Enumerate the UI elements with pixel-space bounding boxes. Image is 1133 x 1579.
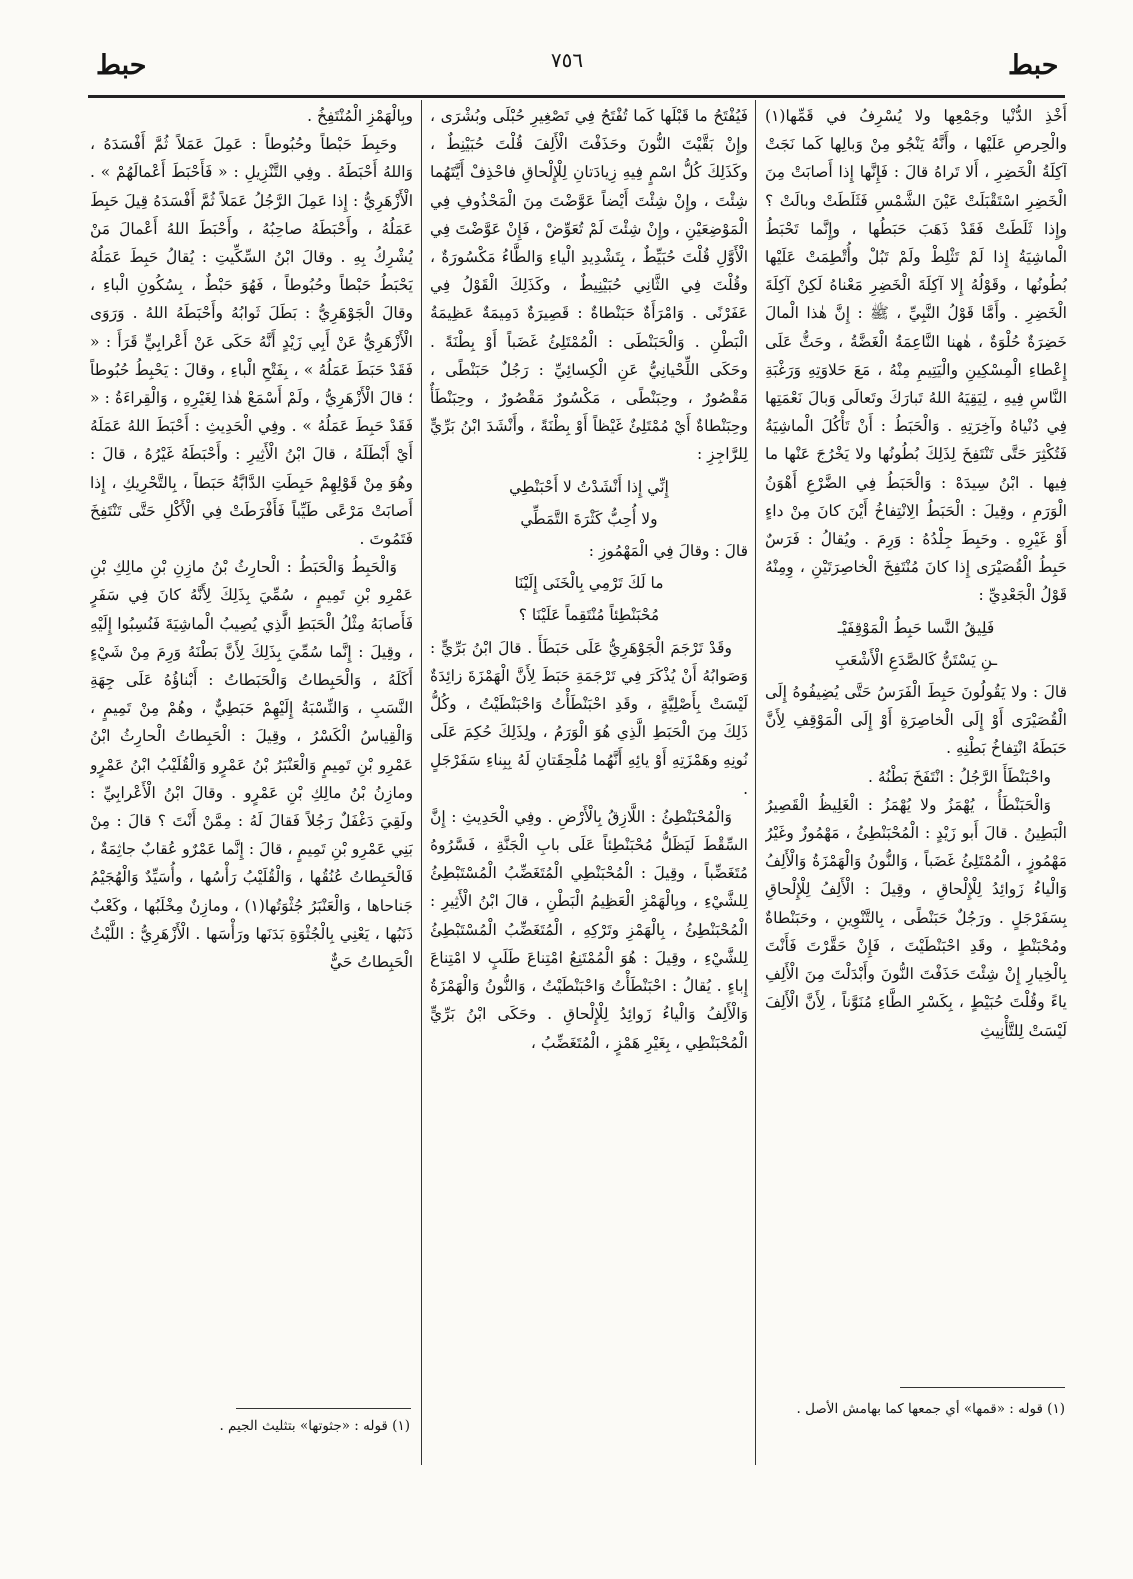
verse-line: ولا أُحِبُّ كَثْرَةَ التَّمَطِّي	[520, 509, 658, 528]
paragraph: وَالْمُحْبَنْطِئُ : اللَّازِقُ بِالْأَرْضِ . وفِي الْحَدِيثِ : إِنَّ السِّقْطَ لَيَظَلُّ مُحْبَنْطِئاً عَلَى بابِ الْجَنَّةِ ، فَسَّرُوهُ مُتَغَضِّباً ، وقِيلَ : الْمُحْبَنْطِي الْمُتَغَضِّبُ الْمُسْتَبْطِئُ لِلشَّيْءِ ، وبِالْهَمْزِ الْعَظِيمُ الْبَطْنِ ، قالَ ابْنُ الْأَثِيرِ : الْمُحْبَنْطِئُ ، بِالْهَمْزِ وتَرْكِهِ ، الْمُتَغَضِّبُ الْمُسْتَبْطِئُ لِلشَّيْءِ ، وقِيلَ : هُوَ الْمُمْتَنِعُ امْتِناعَ طَلَبٍ لا امْتِناعَ إِباءٍ . يُقالُ : احْبَنْطَأْتُ وَاحْبَنْطَيْتُ ، وَالنُّونُ وَالْهَمْزَةُ وَالْأَلِفُ وَالْياءُ زَوائِدُ لِلْإِلْحاقِ . وحَكَى ابْنُ بَرِّيٍّ الْمُحْبَنْطِي ، بِغَيْرِ هَمْزٍ ، الْمُتَغَضِّبُ ،	[430, 807, 748, 1052]
footnote-rule-left	[236, 1408, 411, 1409]
header-rule	[88, 95, 1065, 98]
column-divider-left	[421, 100, 422, 1465]
paragraph: وقَدْ تَرْجَمَ الْجَوْهَرِيُّ عَلَى حَبَطَأَ . قالَ ابْنُ بَرِّيٍّ : وَصَوابُهُ أَنْ يُذْكَرَ فِي تَرْجَمَةِ حَبَطَ لِأَنَّ الْهَمْزَةَ زائِدَةٌ لَيْسَتْ بِأَصْلِيَّةٍ ، وقَدِ احْبَنْطَأْتُ وَاحْبَنْطَيْتُ ، وكُلُّ ذَلِكَ مِنَ الْحَبَطِ الَّذِي هُوَ الْوَرَمُ ، ولِذَلِكَ حُكِمَ عَلَى نُونِهِ وهَمْزَتِهِ أَوْ يائِهِ أَنَّهُما مُلْحِقَتانِ لَهُ بِبِناءِ سَفَرْجَلٍ .	[430, 638, 748, 798]
running-head-left: حبط	[96, 50, 147, 81]
paragraph: واحْبَنْطَأَ الرَّجُلُ : انْتَفَخَ بَطْنُهُ .	[867, 767, 1051, 786]
page-number: ٧٥٦	[550, 48, 584, 72]
paragraph: قالَ : وقالَ فِي الْمَهْمُوزِ :	[588, 542, 748, 561]
footnote-right: (١) قوله : «قمها» أي جمعها كما بهامش الأصل .	[796, 1401, 1065, 1417]
column-left	[90, 102, 413, 1402]
paragraph: وبِالْهَمْزِ الْمُنْتَفِخُ .	[307, 107, 413, 125]
footnote-left: (١) قوله : «جثوتها» بتثليث الجيم .	[219, 1418, 410, 1434]
verse-line: ـنِ يَسْتَنُّ كَالصَّدَعِ الْأَشْعَبِ	[834, 650, 998, 669]
verse-line: ما لَكَ تَرْمِي بِالْخَنَى إِلَيْنَا	[514, 574, 664, 593]
running-head-right: حبط	[1008, 50, 1059, 81]
verse-line: مُحْبَنْطِئاً مُنْتَقِماً عَلَيْنَا ؟	[518, 606, 660, 625]
paragraph: وَالْحَبَنْطَأُ ، يُهْمَزُ ولا يُهْمَزُ : الْغَلِيظُ الْقَصِيرُ الْبَطِينُ . قالَ أَبو زَيْدٍ : الْمُحْبَنْطِئُ ، مَهْمُوزٌ وغَيْرُ مَهْمُوزٍ ، الْمُمْتَلِئُ غَضَباً ، وَالنُّونُ وَالْهَمْزَةُ وَالْأَلِفُ وَالْياءُ زَوائِدُ لِلْإِلْحاقِ ، وقِيلَ : الْأَلِفُ لِلْإِلْحاقِ بِسَفَرْجَلٍ . ورَجُلٌ حَبَنْطًى ، بِالتَّنْوِينِ ، وحَبَنْطاةٌ ومُحْبَنْطٍ ، وقَدِ احْبَنْطَيْتَ ، فَإِنْ حَقَّرْتَ فَأَنْتَ بِالْخِيارِ إِنْ شِئْتَ حَذَفْتَ النُّونَ وأَبْدَلْتَ مِنَ الْأَلِفِ ياءً وقُلْتَ حُبَيْطٍ ، بِكَسْرِ الطَّاءِ مُنَوَّناً ، لِأَنَّ الْأَلِفَ لَيْسَتْ لِلتَّأْنِيثِ	[765, 795, 1067, 1040]
column-divider-right	[755, 100, 756, 1465]
paragraph: وحَبِطَ حَبْطاً وحُبُوطاً : عَمِلَ عَمَلاً ثُمَّ أَفْسَدَهُ ، وَاللهُ أَحْبَطَهُ . وفِي التَّنْزِيلِ : « فَأَحْبَطَ أَعْمالَهُمْ » . الْأَزْهَرِيُّ : إِذا عَمِلَ الرَّجُلُ عَمَلاً ثُمَّ أَفْسَدَهُ قِيلَ حَبِطَ عَمَلُهُ ، وأَحْبَطَهُ صاحِبُهُ ، وأَحْبَطَ اللهُ أَعْمالَ مَنْ يُشْرِكُ بِهِ . وقالَ ابْنُ السِّكِّيتِ : يُقالُ حَبِطَ عَمَلُهُ يَحْبَطُ حَبْطاً وحُبُوطاً ، فَهُوَ حَبْطٌ ، بِسُكُونِ الْباءِ ، وقالَ الْجَوْهَرِيُّ : بَطَلَ ثَوابُهُ وأَحْبَطَهُ اللهُ . وَرَوَى الْأَزْهَرِيُّ عَنْ أَبِي زَيْدٍ أَنَّهُ حَكَى عَنْ أَعْرابِيٍّ قَرَأَ : « فَقَدْ حَبَطَ عَمَلُهُ » ، بِفَتْحِ الْباءِ ، وقالَ : يَحْبِطُ حُبُوطاً ؛ قالَ الْأَزْهَرِيُّ ، ولَمْ أَسْمَعْ هٰذا لِغَيْرِهِ ، وَالْقِراءَةُ : « فَقَدْ حَبِطَ عَمَلُهُ » . وفِي الْحَدِيثِ : أَحْبَطَ اللهُ عَمَلَهُ أَيْ أَبْطَلَهُ ، قالَ ابْنُ الْأَثِيرِ : وأَحْبَطَهُ غَيْرُهُ ، قالَ : وهُوَ مِنْ قَوْلِهِمْ حَبِطَتِ الدَّابَّةُ حَبَطاً ، بِالتَّحْرِيكِ ، إِذا أَصابَتْ مَرْعًى طَيِّباً فَأَفْرَطَتْ فِي الْأَكْلِ حَتَّى تَنْتَفِخَ فَتَمُوتَ .	[90, 135, 413, 549]
paragraph: أَخْذِ الدُّنْيا وجَمْعِها ولا يُسْرِفُ في قَمِّها(١) والْحِرصِ عَلَيْها ، وأَنَّهُ يَنْجُو مِنْ وَبالِها كَما نَجَتْ آكِلَةُ الْخَضِرِ ، أَلا تَراهُ قالَ : فَإِنَّها إِذا أَصابَتْ مِنَ الْخَضِرِ اسْتَقْبَلَتْ عَيْنَ الشَّمْسِ فَثَلَطَتْ وبالَتْ ؟ وإِذا ثَلَطَتْ فَقَدْ ذَهَبَ حَبَطُها ، وإِنَّما تَحْبَطُ الْماشِيَةُ إِذا لَمْ تَثْلِطْ ولَمْ تَبُلْ وأُتْطِمَتْ عَلَيْها بُطُونُها ، وقَوْلُهُ إِلا آكِلَةَ الْخَضِرِ مَعْناهُ لَكِنْ آكِلَةَ الْخَضِرِ . وأَمَّا قَوْلُ النَّبِيِّ ، ﷺ : إِنَّ هٰذا الْمالَ خَضِرَةٌ حُلْوَةٌ ، هٰهنا النَّاعِمَةُ الْغَضَّةُ ، وحَثُّ عَلَى إِعْطاءِ الْمِسْكِينِ والْيَتِيمِ مِنْهُ ، مَعَ حَلاوَتِهِ وَرَغْبَةِ النَّاسِ فِيهِ ، لِيَقِيَهُ اللهُ تَبارَكَ وتَعالَى وَبالَ نَعْمَتِها فِي دُنْياهُ وآخِرَتِهِ . وَالْحَبَطُ : أَنْ تَأْكُلَ الْماشِيَةُ فَتُكْثِرَ حَتَّى تَنْتَفِخَ لِذَلِكَ بُطُونُها ولا يَخْرُجَ عَنْها ما فِيها . ابْنُ سِيدَهْ : وَالْحَبَطُ فِي الضَّرْعِ أَهْوَنُ الْوَرَمِ ، وقِيلَ : الْحَبَطُ الِانْتِفاخُ أَيْنَ كانَ مِنْ داءٍ أَوْ غَيْرِهِ . وحَبِطَ جِلْدُهُ : وَرِمَ . ويُقالُ : فَرَسٌ حَبِطُ الْقُصَيْرَى إِذا كانَ مُنْتَفِخَ الْخاصِرَتَيْنِ ، وِمِنْهُ قَوْلُ الْجَعْدِيِّ :	[765, 107, 1067, 605]
verse-line: فَلِيقُ النَّسا حَبِطُ الْمَوْقِفَيْـ	[837, 618, 995, 637]
paragraph: فَيُفْتَحُ ما قَبْلَها كَما تُفْتَحُ فِي تَصْغِيرِ حُبْلَى وبُشْرَى ، وإِنْ بَقَّيْتَ النُّونَ وحَذَفْتَ الْأَلِفَ قُلْتَ حُبَيْنِطٌ ، وكَذَلِكَ كُلُّ اسْمٍ فِيهِ زِيادَتانِ لِلْإِلْحاقِ فاحْذِفْ أَيَّتَهُما شِئْتَ ، وإِنْ شِئْتَ أَيْضاً عَوَّضْتَ مِنَ الْمَحْذُوفِ فِي الْمَوْضِعَيْنِ ، وإِنْ شِئْتَ لَمْ تُعَوِّضْ ، فَإِنْ عَوَّضْتَ فِي الْأَوَّلِ قُلْتَ حُبَيِّطٌ ، بِتَشْدِيدِ الْياءِ وَالطَّاءُ مَكْسُورَةٌ ، وقُلْتَ فِي الثَّانِي حُبَيْنِيطٌ ، وكَذَلِكَ الْقَوْلُ فِي عَفَرْنًى . وَامْرَأَةٌ حَبَنْطاةٌ : قَصِيرَةٌ دَمِيمَةٌ عَظِيمَةُ الْبَطْنِ . وَالْحَبَنْطَى : الْمُمْتَلِئُ غَضَباً أَوْ بِطْنَةً . وحَكَى اللِّحْيانِيُّ عَنِ الْكِسائِيِّ : رَجُلٌ حَبَنْطًى ، مَقْصُورٌ ، وحِبَنْطًى ، مَكْسُورٌ مَقْصُورٌ ، وحِبَنْطَأٌ وحِبَنْطاةٌ أَيْ مُمْتَلِئٌ غَيْظاً أَوْ بِطْنَةً ، وأَنْشَدَ ابْنُ بَرِّيٍّ لِلرَّاجِزِ :	[430, 107, 748, 464]
paragraph: وَالْحَبِطُ وَالْحَبَطُ : الْحارِثُ بْنُ مازِنِ بْنِ مالِكِ بْنِ عَمْرِو بْنِ تَمِيمٍ ، سُمِّيَ بِذَلِكَ لِأَنَّهُ كانَ فِي سَفَرٍ فَأَصابَهُ مِثْلُ الْحَبَطِ الَّذِي يُصِيبُ الْماشِيَةَ فَنُسِبُوا إِلَيْهِ ، وقِيلَ : إِنَّما سُمِّيَ بِذَلِكَ لِأَنَّ بَطْنَهُ وَرِمَ مِنْ شَيْءٍ أَكَلَهُ ، وَالْحَبِطاتُ وَالْحَبَطاتُ : أَبْناؤُهُ عَلَى جِهَةِ النَّسَبِ ، وَالنِّسْبَةُ إِلَيْهِمْ حَبَطِيٌّ ، وهُمْ مِنْ تَمِيمٍ ، وَالْقِياسُ الْكَسْرُ ، وقِيلَ : الْحَبِطاتُ الْحارِثُ ابْنُ عَمْرِو بْنِ تَمِيمٍ وَالْعَنْبَرُ بْنُ عَمْرٍو وَالْقُلَيْبُ ابْنُ عَمْرٍو ومازِنُ بْنُ مالِكِ بْنِ عَمْرٍو . وقالَ ابْنُ الْأَعْرابِيِّ : ولَقِيَ دَغْفَلٌ رَجُلاً فَقالَ لَهُ : مِمَّنْ أَنْتَ ؟ قالَ : مِنْ بَنِي عَمْرِو بْنِ تَمِيمٍ ، قالَ : إِنَّما عَمْرٌو عُقابٌ جاثِمَةٌ ، فَالْحَبِطاتُ عُنُقُها ، وَالْقُلَيْبُ رَأْسُها ، وأُسَيِّدٌ وَالْهُجَيْمُ جَناحاها ، وَالْعَنْبَرُ جُثْوَتُها(١) ، ومازِنٌ مِخْلَبُها ، وكَعْبٌ ذَنَبُها ، يَعْنِي بِالْجُثْوَةِ بَدَنَها ورَأْسَها . الْأَزْهَرِيُّ : اللَّيْثُ الْحَبِطاتُ حَيٌّ	[90, 558, 413, 972]
verse-line: إِنِّي إِذا أَنْشَدْتُ لا أَحْبَنْطِي	[509, 477, 669, 496]
paragraph: قالَ : ولا يَقُولُونَ حَبِطَ الْفَرَسُ حَتَّى يُضِيفُوهُ إِلَى الْقُصَيْرَى أَوْ إِلَى الْخاصِرَةِ أَوْ إِلَى الْمَوْقِفِ لِأَنَّ حَبَطَهُ انْتِفاخُ بَطْنِهِ .	[765, 683, 1067, 758]
column-middle	[430, 102, 748, 1472]
footnote-rule-right	[900, 1387, 1065, 1388]
column-right	[765, 102, 1067, 1382]
